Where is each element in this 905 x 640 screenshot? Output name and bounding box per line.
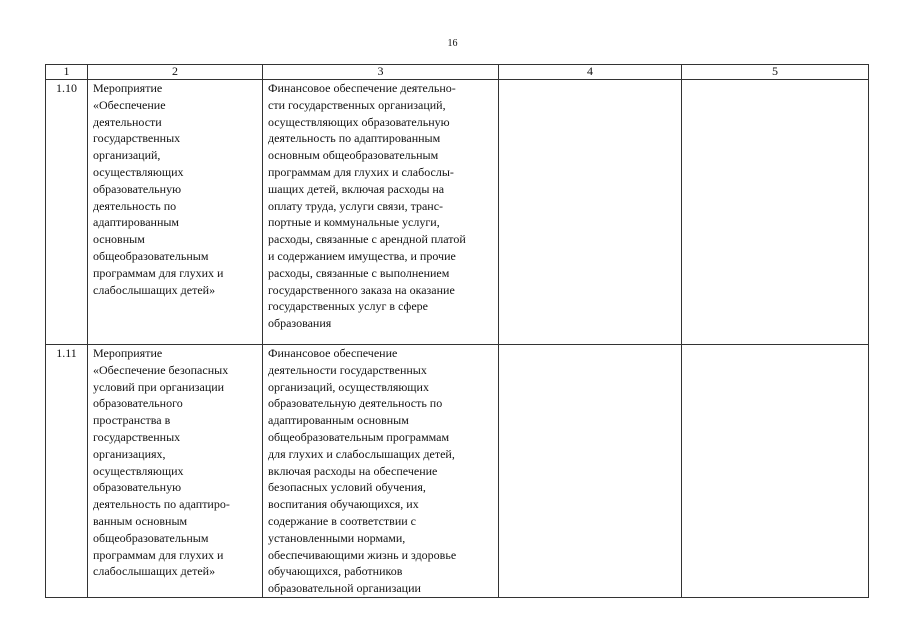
measure-description-cell: Финансовое обеспечение деятельности государственных организаций, осуществляющих образовательную деятельность по адаптированным основным общеобразовательным программам для глухих и слабослышащих детей, включая расходы на обеспечение безопасных условий обучения, воспитания обучающихся, их содержание в соответствии с установленными нормами, обеспечивающими жизнь и здоровье обучающихся, работников образовательной организации <box>263 345 499 598</box>
row-number-cell: 1.10 <box>46 80 88 345</box>
column-header-3: 3 <box>263 65 499 80</box>
page-number: 16 <box>447 38 458 49</box>
column-header-4: 4 <box>499 65 682 80</box>
column-header-1: 1 <box>46 65 88 80</box>
column-header-5: 5 <box>682 65 869 80</box>
column-5-cell <box>682 345 869 598</box>
column-header-2: 2 <box>88 65 263 80</box>
table-header-row <box>46 65 869 80</box>
table-row <box>46 345 869 598</box>
column-4-cell <box>499 80 682 345</box>
row-number-cell: 1.11 <box>46 345 88 598</box>
column-4-cell <box>499 345 682 598</box>
column-5-cell <box>682 80 869 345</box>
measure-description-cell: Финансовое обеспечение деятельно- сти государственных организаций, осуществляющих образовательную деятельность по адаптированным основным общеобразовательным программам для глухих и слабослы- шащих детей, включая расходы на оплату труда, услуги связи, транс- портные и коммунальные услуги, расходы, связанные с арендной платой и содержанием имущества, и прочие расходы, связанные с выполнением государственного заказа на оказание государственных услуг в сфере образования <box>263 80 499 345</box>
measures-table <box>45 64 869 598</box>
measure-name-cell: Мероприятие «Обеспечение безопасных условий при организации образовательного пространства в государственных организациях, осуществляющих образовательную деятельность по адаптиро- ванным основным общеобразовательным программам для глухих и слабослышащих детей» <box>88 345 263 598</box>
table-row <box>46 80 869 345</box>
measure-name-cell: Мероприятие «Обеспечение деятельности государственных организаций, осуществляющих образовательную деятельность по адаптированным основным общеобразовательным программам для глухих и слабослышащих детей» <box>88 80 263 345</box>
